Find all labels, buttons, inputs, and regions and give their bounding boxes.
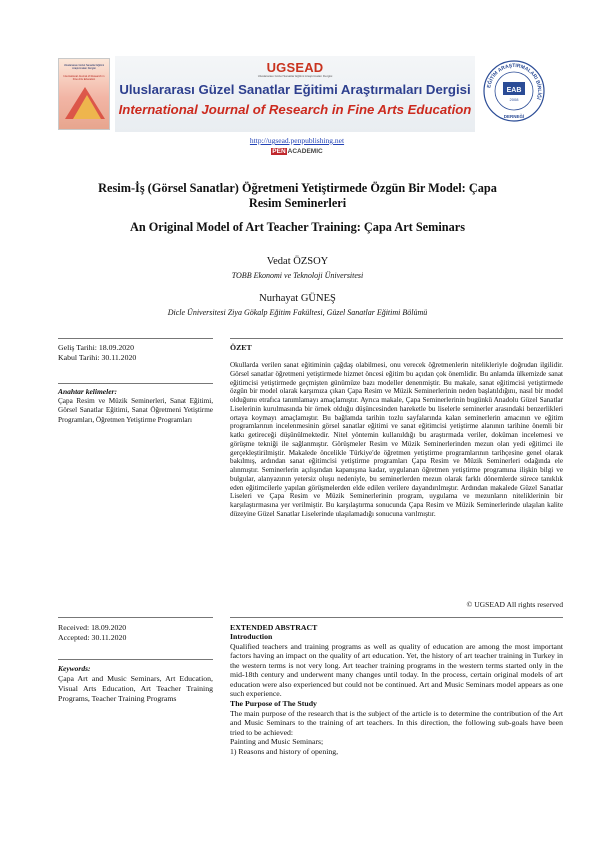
purpose-heading: The Purpose of The Study	[230, 698, 317, 708]
article-dates-en	[58, 623, 213, 643]
introduction-body: Qualified teachers and training programs as well as quality of education are among the most important factors having an impact on the quality of art education. Yet, the history of art teacher training in Turkey in the western terms is not very long. Art teacher training programs in the western terms started only in the mid-18th century and underwent many changes until today. In the process, certain original models of art education were also experienced but could not be continued. Art and Music Seminars model appears as one such experience.	[230, 642, 563, 699]
seal-ring-path-text: EĞİTİM ARAŞTIRMALARI BİRLİĞİ	[486, 62, 543, 101]
seal-word: DERNEĞİ	[503, 114, 525, 119]
accepted-date: Accepted: 30.11.2020	[58, 633, 127, 642]
journal-cover-thumbnail	[58, 58, 110, 130]
keywords-tr	[58, 387, 213, 425]
author-name: Nurhayat GÜNEŞ	[259, 293, 336, 304]
divider	[58, 383, 213, 384]
purpose-list-item: 1) Reasons and history of opening,	[230, 746, 339, 756]
keywords-en	[58, 664, 213, 704]
seal-year: 2008	[509, 97, 519, 102]
abstract-heading: ÖZET	[230, 343, 252, 352]
received-date: Received: 18.09.2020	[58, 623, 127, 632]
abstract-body: Okullarda verilen sanat eğitiminin çağdaş olabilmesi, onu verecek öğretmenlerin nitelikleriyle doğrudan ilgilidir. Görsel sanatlar öğretmeni yetiştirmede hizmet öncesi eğitim bu açıdan çok önemlidir. Bu anlamda ülkemizde sanat eğitimcisi yetiştirmede geçmişten günümüze bazı modeller denenmiştir. Bu makale, sanat eğitimcisi yetiştirmede özgün bir model olarak karşımıza çıkan Çapa Resim ve Müzik Seminerlerinin neden başlatıldığını, nasıl bir model olduğunu etrafıca tanımlamayı amaçlamıştır. Ayrıca makale, Çapa Seminerlerinin bugünkü Anadolu Güzel Sanatlar Liselerinin kurulmasında bir örnek olduğu düşüncesinden hareketle bu liselerle seminerler arasındaki benzerlikleri ortaya koymayı amaçlamıştır. Bu bağlamda tarihin tozlu sayfalarında kalan seminerlerin amacının ve eğitim programlarının incelenmesinin görsel sanatlar eğitimi ve sanat eğitimcisi yetiştirme alanının tarihine önemli bir katkı getireceği düşünülmektedir. Nitel yöntemin kullanıldığı bu araştırmada veriler, doküman incelemesi ve görüşme tekniği ile sağlanmıştır. Görüşmeler Resim ve Müzik Seminerlerinden mezun olan yedi eğitimci ile gerçekleştirilmiştir. Makalede öncelikle Türkiye'de öğretmen yetiştirme programlarının tarihçesine genel olarak bakılmış, ardından sanat eğitimcisi yetiştirme programları Çapa Resim ve Müzik Seminerleri odağında ele alınmıştır. Seminerlerin açılışından kapanışına kadar, uygulanan öğretmen yetiştirme programına ilişkin bilgi ve bulgular, alanyazının yetersiz oluşu nedeniyle, bu seminerlerden mezun olarak farklı dönemlerde sürece tanıklık eden eğitimcilerle yapılan görüşmelerden elde edilen verilere dayandırılmıştır. Ardından makalede Güzel Sanatlar Liseleri ve Çapa Resim ve Müzik Seminerlerinin program, uygulama ve mezunların niteliklerinin bir karşılaştırmasına yer verilmiştir. Bu karşılaştırma sonucunda Çapa Resim ve Müzik Seminerlerinde ulaşılan kalite düzeyine Güzel Sanatlar Liselerinde ulaşılamadığı sonucuna varılmıştır.	[230, 361, 563, 518]
ugsead-logo	[115, 60, 475, 78]
keywords-text: Çapa Resim ve Müzik Seminerleri, Sanat Eğitimi, Görsel Sanatlar Eğitimi, Sanat Öğretmeni Yetiştirme Programları, Öğretmen Yetiştirme Programları	[58, 397, 213, 424]
received-date: Geliş Tarihi: 18.09.2020	[58, 343, 134, 352]
seal-abbrev: EAB	[506, 87, 522, 94]
article-dates-tr	[58, 343, 213, 363]
paper-title-tr	[60, 181, 535, 211]
journal-header	[58, 54, 543, 158]
divider	[58, 659, 213, 660]
author-name: Vedat ÖZSOY	[266, 256, 329, 267]
keywords-label: Keywords:	[58, 664, 91, 673]
journal-title-tr: Uluslararası Güzel Sanatlar Eğitimi Araştırmaları Dergisi	[119, 82, 471, 97]
divider	[58, 338, 213, 339]
journal-banner	[115, 56, 475, 132]
extended-abstract-heading: EXTENDED ABSTRACT	[230, 623, 318, 632]
abstract-tr	[230, 343, 563, 519]
purpose-body: The main purpose of the research that is the subject of the article is to determine the contribution of the Art and Music Seminars to the training of art teachers. In this direction, the following sub-goals have been tried to be achieved:	[230, 708, 563, 737]
cover-title-en: International Journal of Research in Fine Arts Education	[63, 75, 105, 81]
ugsead-logo-text: UGSEAD	[266, 60, 324, 75]
copyright-notice: © UGSEAD All rights reserved	[466, 600, 563, 609]
keywords-label: Anahtar kelimeler:	[58, 387, 117, 396]
cover-title-tr: Uluslararası Güzel Sanatlar Eğitimi Araştırmaları Dergisi	[63, 64, 105, 70]
eab-seal-logo	[483, 60, 545, 122]
divider	[230, 338, 563, 339]
ugsead-logo-subtext: Uluslararası Güzel Sanatlar Eğitimi Araştırmaları Dergisi	[257, 74, 333, 78]
introduction-heading: Introduction	[230, 632, 273, 641]
divider	[58, 617, 213, 618]
extended-abstract	[230, 623, 563, 756]
pen-logo-box: PEN	[272, 148, 286, 155]
journal-title-en: International Journal of Research in Fine Arts Education	[118, 102, 472, 117]
pen-academic-logo	[58, 148, 536, 155]
cover-graphic-inner	[73, 95, 101, 119]
divider	[230, 617, 563, 618]
purpose-list-item: Painting and Music Seminars;	[230, 737, 324, 747]
pen-logo-rest: ACADEMIC	[287, 148, 323, 155]
journal-url-link[interactable]: http://ugsead.penpublishing.net	[249, 136, 345, 145]
author-affiliation: TOBB Ekonomi ve Teknoloji Üniversitesi	[231, 271, 364, 280]
author-affiliation: Dicle Üniversitesi Ziya Gökalp Eğitim Fakültesi, Güzel Sanatlar Eğitimi Bölümü	[167, 308, 428, 317]
paper-title-tr-line1: Resim-İş (Görsel Sanatlar) Öğretmeni Yetiştirmede Özgün Bir Model: Çapa	[98, 181, 497, 195]
keywords-text: Çapa Art and Music Seminars, Art Education, Visual Arts Education, Art Teacher Training Programs, Teacher Training Programs	[58, 674, 213, 703]
accepted-date: Kabul Tarihi: 30.11.2020	[58, 353, 137, 362]
paper-title-en: An Original Model of Art Teacher Training: Çapa Art Seminars	[129, 220, 466, 234]
paper-title-tr-line2: Resim Seminerleri	[248, 196, 347, 210]
